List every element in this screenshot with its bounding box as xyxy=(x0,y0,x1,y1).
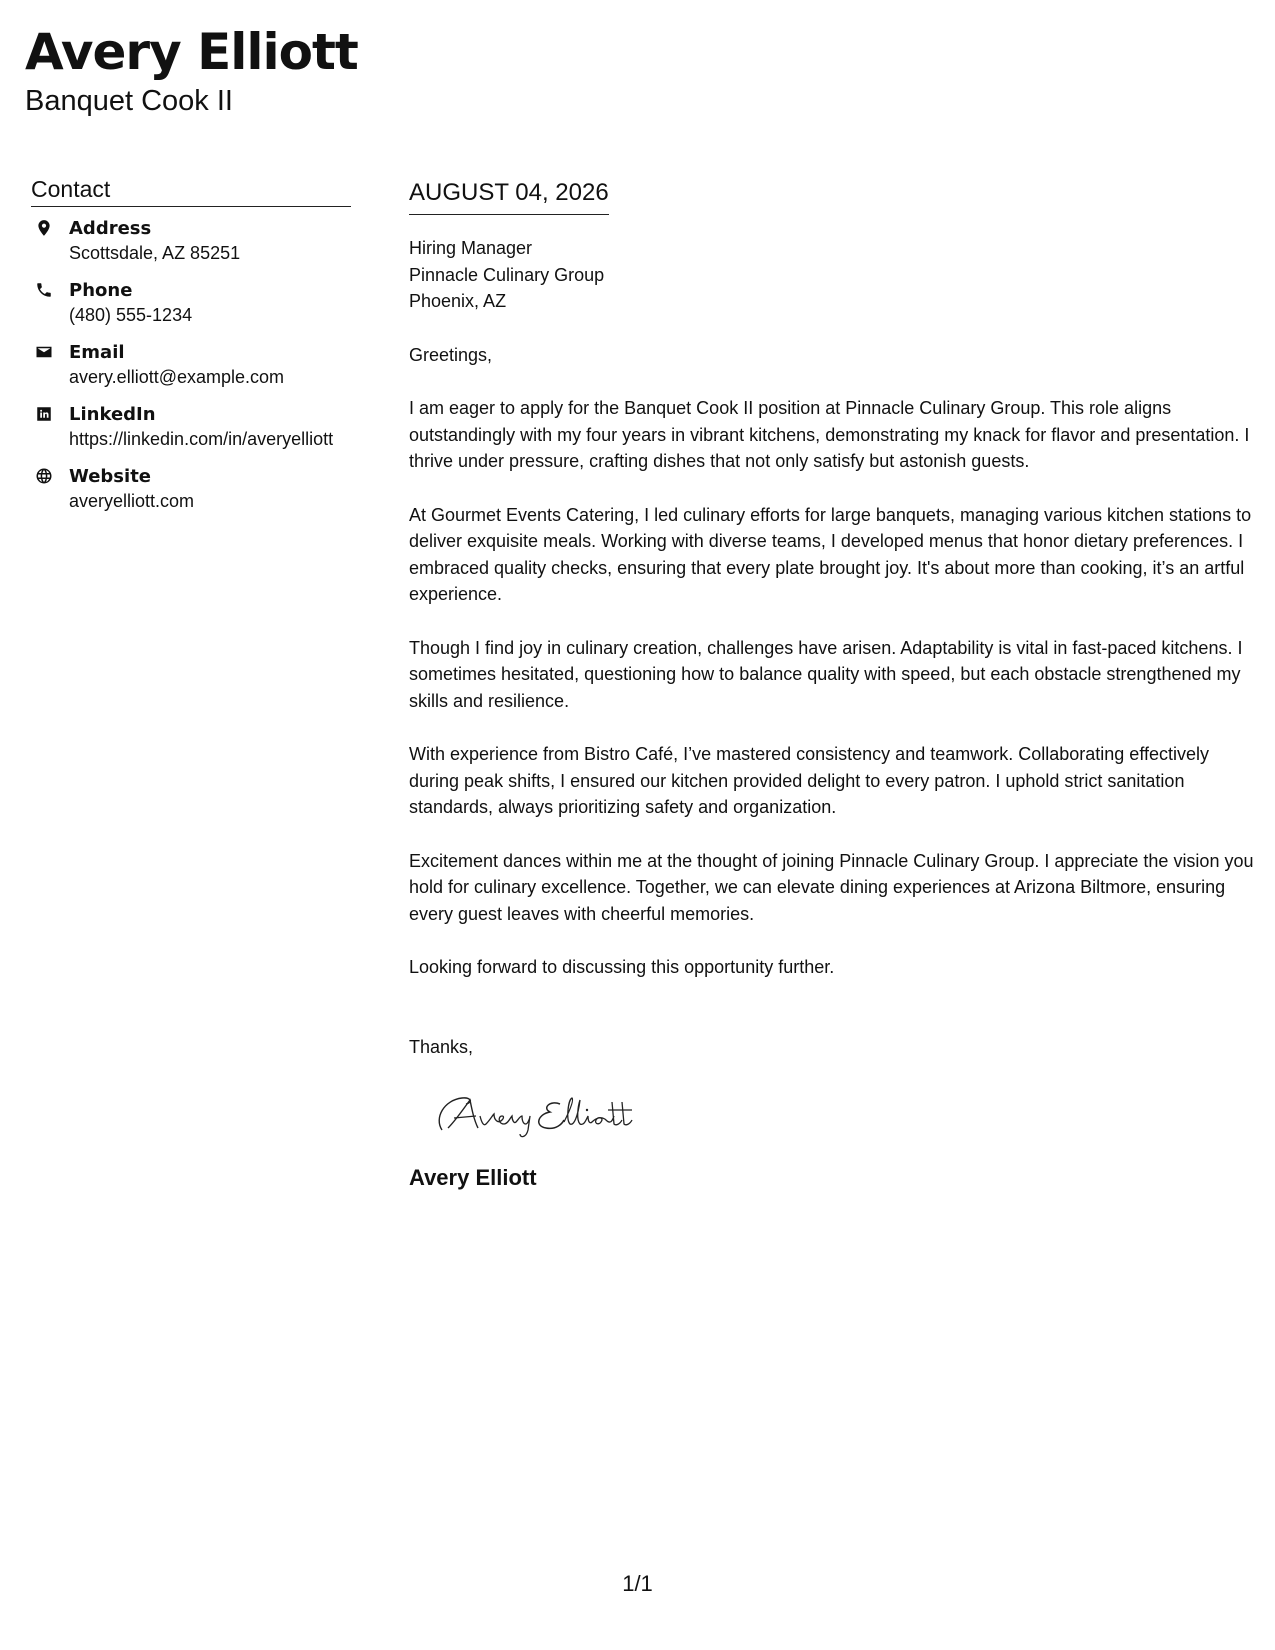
letter-paragraph: I am eager to apply for the Banquet Cook II position at Pinnacle Culinary Group. This role aligns outstandingly with my four years in vibrant kitchens, demonstrating my knack for flavor and presentation. I thrive under pressure, crafting dishes that not only satisfy but astonish guests. xyxy=(409,398,1250,471)
contact-heading: Contact xyxy=(31,174,351,207)
contact-item-phone xyxy=(31,279,351,328)
linkedin-value[interactable]: https://linkedin.com/in/averyelliott xyxy=(69,429,334,449)
recipient-line: Pinnacle Culinary Group xyxy=(409,264,605,285)
address-value: Scottsdale, AZ 85251 xyxy=(69,243,241,263)
greeting: Greetings, xyxy=(409,344,493,365)
letter-paragraph: Excitement dances within me at the thought of joining Pinnacle Culinary Group. I appreciate the vision you hold for culinary excellence. Together, we can elevate dining experiences at Arizona Biltmore, ensuring every guest leaves with cheerful memories. xyxy=(409,850,1254,924)
contact-label: Email xyxy=(69,342,125,363)
contact-label: Phone xyxy=(69,280,133,301)
recipient-line: Hiring Manager xyxy=(409,238,533,258)
closing: Thanks, xyxy=(409,1036,474,1057)
contact-sidebar xyxy=(31,174,351,527)
contact-list xyxy=(31,217,351,514)
letter-paragraph: With experience from Bistro Café, I’ve mastered consistency and teamwork. Collaborating effectively during peak shifts, I ensured our kitchen provided delight to every patron. I uphold strict sanitation standards, always prioritizing safety and organization. xyxy=(409,744,1210,817)
contact-item-website xyxy=(31,465,351,514)
website-value[interactable]: averyelliott.com xyxy=(69,491,195,511)
email-icon xyxy=(31,341,56,363)
contact-label: LinkedIn xyxy=(69,404,156,425)
letter-paragraph: At Gourmet Events Catering, I led culinary efforts for large banquets, managing various kitchen stations to deliver exquisite meals. Working with diverse teams, I developed menus that honor dietary preferences. I embraced quality checks, ensuring that every plate brought joy. It's about more than cooking, it’s an artful experience. xyxy=(409,504,1252,604)
email-value[interactable]: avery.elliott@example.com xyxy=(69,367,285,387)
recipient-line: Phoenix, AZ xyxy=(409,291,507,311)
phone-value[interactable]: (480) 555-1234 xyxy=(69,305,193,325)
letter-paragraph: Looking forward to discussing this opportunity further. xyxy=(409,957,835,977)
signature-image xyxy=(434,1090,664,1140)
applicant-role: Banquet Cook II xyxy=(25,85,233,117)
location-pin-icon xyxy=(31,217,56,239)
signer-name: Avery Elliott xyxy=(409,1165,537,1190)
contact-item-linkedin xyxy=(31,403,351,452)
linkedin-icon xyxy=(31,403,56,425)
phone-icon xyxy=(31,279,56,301)
contact-label: Website xyxy=(69,466,152,487)
recipient-block xyxy=(409,235,1254,315)
cover-letter-body xyxy=(409,177,1254,1192)
contact-label: Address xyxy=(69,218,152,239)
page-number: 1/1 xyxy=(622,1571,653,1596)
globe-icon xyxy=(31,465,56,487)
contact-item-address xyxy=(31,217,351,266)
letter-paragraph: Though I find joy in culinary creation, challenges have arisen. Adaptability is vital in fast-paced kitchens. I sometimes hesitated, questioning how to balance quality with speed, but each obstacle strengthened my skills and resilience. xyxy=(409,637,1243,711)
applicant-name: Avery Elliott xyxy=(25,23,358,81)
contact-item-email xyxy=(31,341,351,390)
resume-header xyxy=(25,22,358,118)
letter-date: AUGUST 04, 2026 xyxy=(409,177,609,215)
